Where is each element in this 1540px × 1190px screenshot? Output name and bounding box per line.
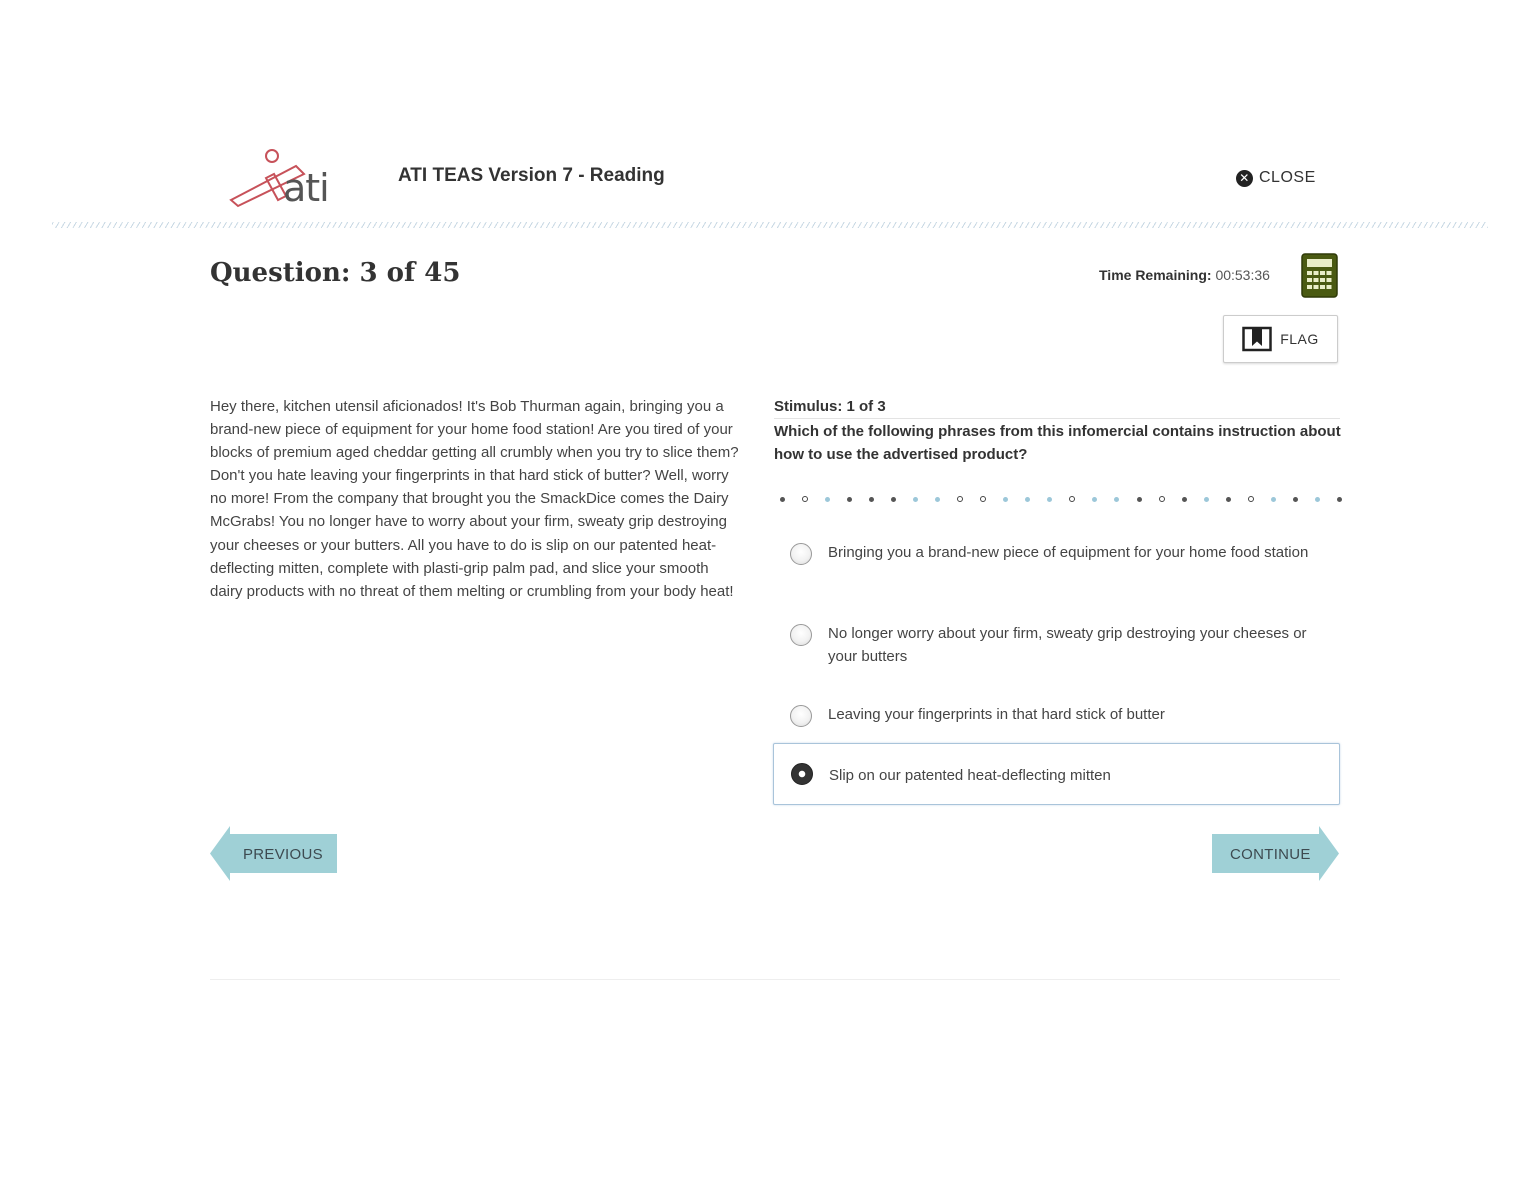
- separator-dot: [935, 497, 940, 502]
- header-divider: [52, 222, 1488, 228]
- separator-dot: [825, 497, 830, 502]
- separator-dot: [1069, 496, 1075, 502]
- separator-dot: [1271, 497, 1276, 502]
- separator-dot: [1226, 497, 1231, 502]
- radio-icon[interactable]: [790, 624, 812, 646]
- time-remaining: [1099, 267, 1270, 283]
- continue-label: CONTINUE: [1230, 846, 1311, 863]
- separator-dot: [780, 497, 785, 502]
- close-icon: ✕: [1236, 170, 1253, 187]
- radio-selected-icon[interactable]: [791, 763, 813, 785]
- separator-dot: [957, 496, 963, 502]
- separator-dot: [847, 497, 852, 502]
- separator-dot: [1137, 497, 1142, 502]
- time-remaining-value: 00:53:36: [1215, 267, 1270, 283]
- separator-dot: [1182, 497, 1187, 502]
- answer-option-a[interactable]: [773, 541, 1340, 564]
- dotted-separator: [780, 494, 1342, 504]
- separator-dot: [1315, 497, 1320, 502]
- flag-button[interactable]: [1223, 315, 1338, 363]
- answer-option-c[interactable]: [773, 703, 1340, 726]
- separator-dot: [1159, 496, 1165, 502]
- flag-label: FLAG: [1280, 331, 1319, 347]
- separator-dot: [1047, 497, 1052, 502]
- separator-dot: [980, 496, 986, 502]
- separator-dot: [1114, 497, 1119, 502]
- answer-option-d[interactable]: [773, 743, 1340, 805]
- separator-dot: [1092, 497, 1097, 502]
- close-button[interactable]: [1236, 169, 1316, 187]
- close-label: CLOSE: [1259, 169, 1316, 186]
- flag-icon: [1242, 326, 1272, 352]
- separator-dot: [869, 497, 874, 502]
- time-remaining-label: Time Remaining:: [1099, 267, 1212, 283]
- separator-dot: [1204, 497, 1209, 502]
- separator-dot: [1337, 497, 1342, 502]
- separator-dot: [891, 497, 896, 502]
- previous-label: PREVIOUS: [243, 846, 323, 863]
- app-title: ATI TEAS Version 7 - Reading: [398, 165, 665, 186]
- radio-icon[interactable]: [790, 705, 812, 727]
- question-prompt: Which of the following phrases from this infomercial contains instruction about how to use the advertised product?: [774, 423, 1341, 463]
- answer-option-text: Leaving your fingerprints in that hard stick of butter: [828, 706, 1165, 723]
- answer-option-text: Slip on our patented heat-deflecting mitten: [829, 767, 1111, 784]
- radio-icon[interactable]: [790, 543, 812, 565]
- question-counter: Question: 3 of 45: [210, 258, 461, 288]
- stimulus-counter: Stimulus: 1 of 3: [774, 398, 886, 415]
- separator-dot: [1025, 497, 1030, 502]
- reading-passage: Hey there, kitchen utensil aficionados! It's Bob Thurman again, bringing you a brand-new piece of equipment for your home food station! Are you tired of your blocks of premium aged cheddar getting all crumbly when you try to slice them? Don't you hate leaving your fingerprints in that hard stick of butter? Well, worry no more! From the company that brought you the SmackDice comes the Dairy McGrabs! You no longer have to worry about your firm, sweaty grip destroying your cheeses or your butters. All you have to do is slip on our patented heat-deflecting mitten, complete with plasti-grip palm pad, and slice your smooth dairy products with no threat of them melting or crumbling from your body heat!: [210, 398, 739, 600]
- separator-dot: [913, 497, 918, 502]
- answer-option-text: No longer worry about your firm, sweaty grip destroying your cheeses or your butters: [828, 625, 1307, 665]
- footer-divider: [210, 979, 1340, 980]
- answer-option-text: Bringing you a brand-new piece of equipment for your home food station: [828, 544, 1309, 561]
- separator-dot: [1248, 496, 1254, 502]
- calculator-icon[interactable]: [1301, 253, 1338, 298]
- logo-text: ati: [283, 166, 329, 210]
- separator-dot: [1003, 497, 1008, 502]
- separator-dot: [802, 496, 808, 502]
- stimulus-divider: [774, 418, 1340, 419]
- separator-dot: [1293, 497, 1298, 502]
- answer-option-b[interactable]: [773, 622, 1340, 668]
